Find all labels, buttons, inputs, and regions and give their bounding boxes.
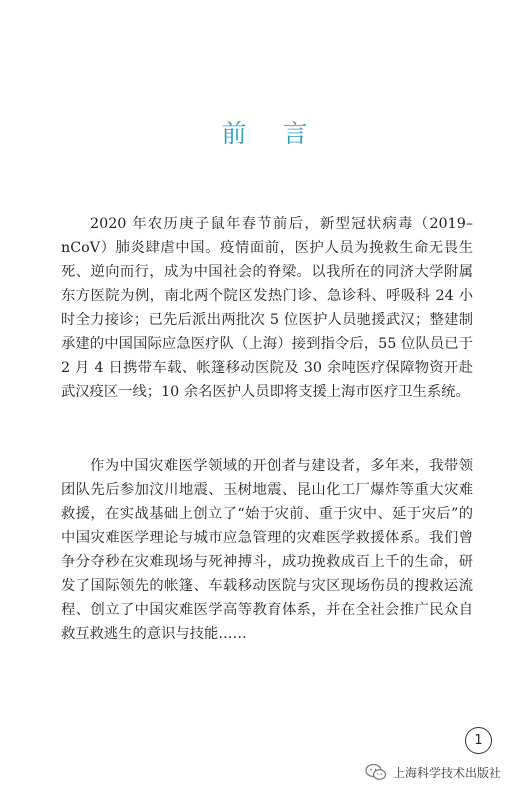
page-number: 1 <box>465 727 492 754</box>
page-title: 前言 <box>221 119 344 148</box>
paragraph-2: 作为中国灾难医学领域的开创者与建设者，多年来，我带领团队先后参加汶川地震、玉树地震、昆山化工厂爆炸等重大灾难救援，在实战基础上创立了“始于灾前、重于灾中、延于灾后”的中国灾难医学理论与城市应急管理的灾难医学救援体系。我们曾争分夺秒在灾难现场与死神搏斗，成功挽救成百上千的生命，研发了国际领先的帐篷、车载移动医院与灾区现场伤员的搜救运流程、创立了中国灾难医学高等教育体系，并在全社会推广民众自救互救逃生的意识与技能…… <box>61 458 473 642</box>
paragraph-1: 2020 年农历庚子鼠年春节前后，新型冠状病毒（2019–nCoV）肺炎肆虐中国。疫情面前，医护人员为挽救生命无畏生死、逆向而行，成为中国社会的脊梁。以我所在的同济大学附属东方医院为例，南北两个院区发热门诊、急诊科、呼吸科 24 小时全力接诊；已先后派出两批次 5 位医护人员驰援武汉；整建制承建的中国国际应急医疗队（上海）接到指令后，55 位队员已于 2 月 4 日携带车载、帐篷移动医院及 30 余吨医疗保障物资开赴武汉疫区一线；10 余名医护人员即将支援上海市医疗卫生系统。 <box>61 216 473 400</box>
watermark <box>365 760 501 784</box>
wechat-icon <box>365 763 387 781</box>
watermark-text: 上海科学技术出版社 <box>393 765 502 780</box>
